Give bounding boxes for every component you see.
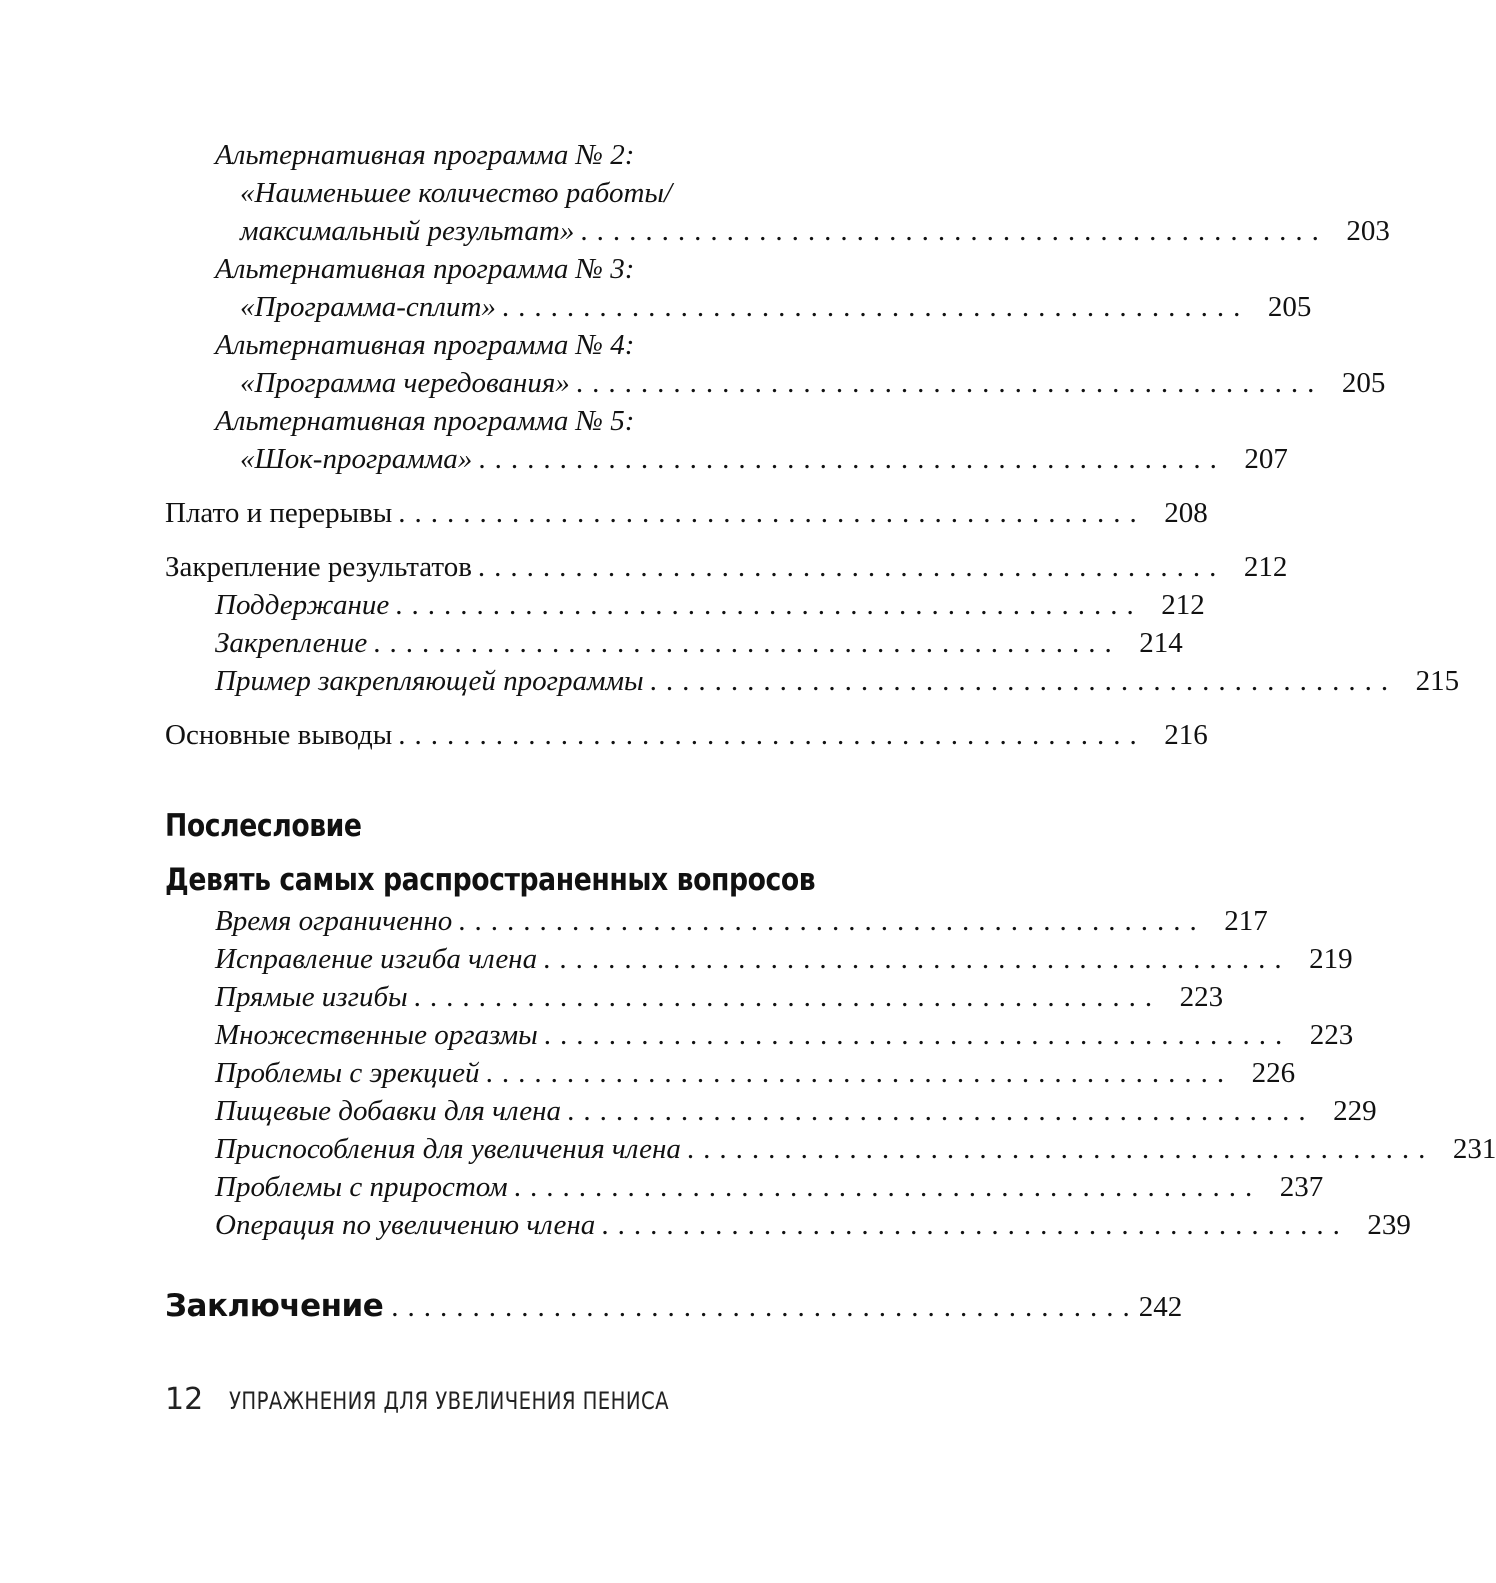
- toc-page-number: 216: [1164, 719, 1208, 751]
- toc-page-number: 242: [1138, 1291, 1183, 1323]
- running-title: УПРАЖНЕНИЯ ДЛЯ УВЕЛИЧЕНИЯ ПЕНИСА: [229, 1387, 670, 1415]
- section-heading-faq: Девять самых распространенных вопросов: [165, 862, 816, 898]
- toc-entry-alt2: [240, 212, 1390, 250]
- toc-entry-alt4: [240, 364, 1386, 402]
- toc-page-number: 226: [1251, 1057, 1296, 1089]
- toc-entry-title: «Шок-программа»: [240, 443, 473, 475]
- page-number: 12: [165, 1382, 204, 1417]
- dot-leader: ..............................................: [580, 215, 1328, 247]
- toc-entry-title: Проблемы с приростом: [215, 1171, 508, 1203]
- dot-leader: ..............................................: [485, 1057, 1234, 1089]
- toc-entry-title: Основные выводы: [165, 719, 393, 751]
- toc-entry-alt2-line2: [240, 174, 875, 212]
- toc-entry-title: Пищевые добавки для члена: [215, 1095, 562, 1127]
- dot-leader: ..............................................: [543, 943, 1291, 975]
- toc-entry-alt3: [240, 288, 1312, 326]
- toc-page-number: 208: [1164, 497, 1208, 529]
- toc-entry-alt3-line1: [215, 250, 875, 288]
- dot-leader: ..............................................: [458, 905, 1206, 937]
- toc-entry-title: Альтернативная программа № 5:: [215, 405, 635, 437]
- toc-entry-consolidation: [165, 548, 1288, 586]
- toc-entry-title: Прямые изгибы: [215, 981, 408, 1013]
- toc-entry-alt4-line1: [215, 326, 875, 364]
- toc-entry-title: Альтернативная программа № 3:: [215, 253, 635, 285]
- toc-page-number: 223: [1179, 981, 1224, 1013]
- toc-page-number: 239: [1367, 1209, 1411, 1241]
- toc-entry-title: «Программа-сплит»: [240, 291, 496, 323]
- toc-page-number: 229: [1333, 1095, 1377, 1127]
- dot-leader: ..............................................: [686, 1133, 1435, 1165]
- toc-entry-faq: [215, 1092, 1377, 1130]
- section-heading-afterword: Послесловие: [165, 808, 362, 844]
- toc-entry-title: Альтернативная программа № 4:: [215, 329, 635, 361]
- toc-entry-title: Приспособления для увеличения члена: [215, 1133, 681, 1165]
- toc-entry-alt5-line1: [215, 402, 875, 440]
- toc-page-number: 219: [1309, 943, 1353, 975]
- toc-entry-title: Закрепление результатов: [165, 551, 472, 583]
- toc-entry-title: Альтернативная программа № 2:: [215, 139, 635, 171]
- dot-leader: ..............................................: [373, 627, 1121, 659]
- toc-entry-faq: [215, 1130, 1496, 1168]
- toc-page-number: 205: [1341, 367, 1386, 399]
- toc-entry-alt5: [240, 440, 1288, 478]
- dot-leader: ..............................................: [477, 551, 1226, 583]
- dot-leader: ..............................................: [575, 367, 1324, 399]
- toc-entry-title: «Наименьшее количество работы/: [240, 177, 673, 209]
- toc-page-number: 207: [1244, 443, 1288, 475]
- section-heading-conclusion: Заключение: [165, 1288, 384, 1324]
- toc-entry-faq: [215, 1054, 1296, 1092]
- toc-entry-example: [215, 662, 1460, 700]
- dot-leader: ..............................................: [601, 1209, 1349, 1241]
- toc-entry-title: «Программа чередования»: [240, 367, 570, 399]
- toc-entry-title: Проблемы с эрекцией: [215, 1057, 480, 1089]
- dot-leader: ..............................................: [513, 1171, 1262, 1203]
- toc-entry-title: Операция по увеличению члена: [215, 1209, 596, 1241]
- toc-entry-title: Пример закрепляющей программы: [215, 665, 644, 697]
- toc-entry-maintenance: [215, 586, 1205, 624]
- dot-leader: ..............................................: [567, 1095, 1315, 1127]
- toc-entry-faq: [215, 1168, 1324, 1206]
- dot-leader: ..............................................: [649, 665, 1398, 697]
- toc-entry-final-conclusion: [165, 1288, 1183, 1332]
- toc-entry-title: максимальный результат»: [240, 215, 575, 247]
- toc-page-number: 237: [1279, 1171, 1324, 1203]
- dot-leader: ..............................................: [398, 719, 1146, 751]
- toc-page-number: 215: [1415, 665, 1460, 697]
- toc-entry-title: Поддержание: [215, 589, 390, 621]
- dot-leader: ..............................................: [543, 1019, 1292, 1051]
- toc-entry-plateau: [165, 494, 1208, 532]
- toc-entry-title: Закрепление: [215, 627, 368, 659]
- dot-leader: ..............................................: [395, 589, 1143, 621]
- toc-page-number: 212: [1243, 551, 1288, 583]
- page-footer: [165, 1382, 766, 1422]
- toc-page-number: 214: [1139, 627, 1183, 659]
- dot-leader: ..............................................: [478, 443, 1226, 475]
- dot-leader: ..............................................: [391, 1291, 1139, 1323]
- toc-entry-faq: [215, 1016, 1354, 1054]
- toc-entry-faq: [215, 1206, 1411, 1244]
- dot-leader: ..............................................: [501, 291, 1250, 323]
- toc-entry-title: Плато и перерывы: [165, 497, 393, 529]
- toc-entry-title: Время ограниченно: [215, 905, 453, 937]
- toc-entry-alt2-line1: [215, 136, 875, 174]
- toc-entry-faq: [215, 978, 1224, 1016]
- dot-leader: ..............................................: [398, 497, 1146, 529]
- toc-page-number: 223: [1309, 1019, 1354, 1051]
- toc-page-number: 205: [1267, 291, 1312, 323]
- toc-entry-conclusions: [165, 716, 1208, 754]
- toc-entry-faq: [215, 902, 1268, 940]
- toc-page-number: 217: [1224, 905, 1268, 937]
- toc-entry-title: Исправление изгиба члена: [215, 943, 538, 975]
- toc-entry-fixing: [215, 624, 1183, 662]
- toc-page-number: 212: [1161, 589, 1205, 621]
- toc-page-number: 231: [1452, 1133, 1496, 1165]
- dot-leader: ..............................................: [413, 981, 1162, 1013]
- toc-entry-faq: [215, 940, 1353, 978]
- toc-page-number: 203: [1346, 215, 1390, 247]
- toc-entry-title: Множественные оргазмы: [215, 1019, 538, 1051]
